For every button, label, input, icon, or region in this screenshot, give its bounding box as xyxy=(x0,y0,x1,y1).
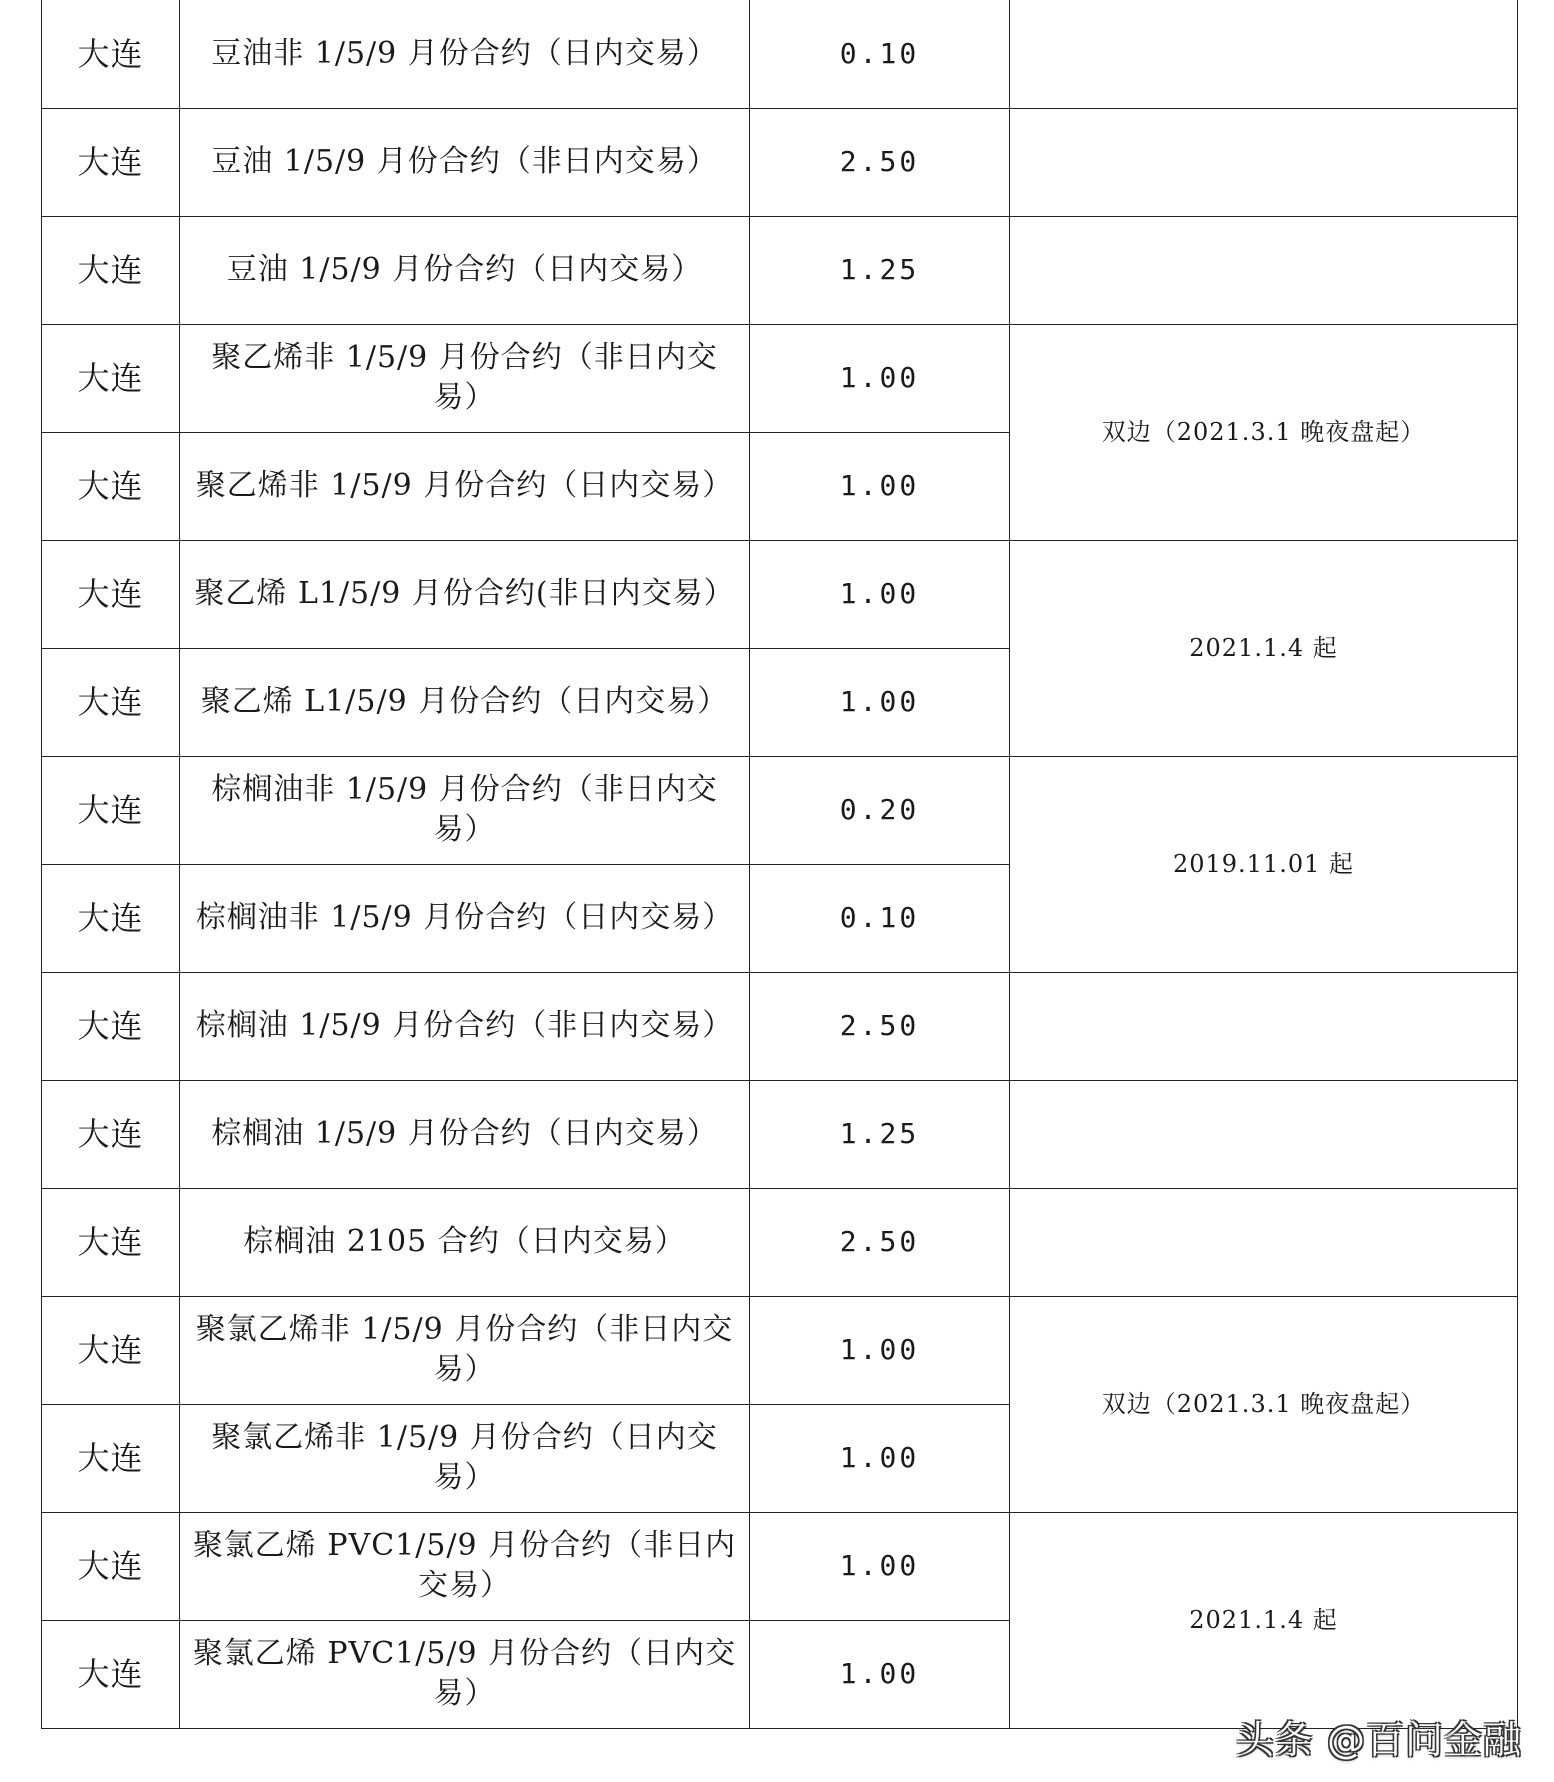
note-cell: 双边（2021.3.1 晚夜盘起） xyxy=(1010,324,1518,540)
contract-cell: 棕榈油非 1/5/9 月份合约（非日内交易） xyxy=(180,756,750,864)
table-row xyxy=(42,1080,1518,1188)
fee-table xyxy=(41,0,1518,1729)
fee-cell: 0.10 xyxy=(750,0,1010,108)
table-row xyxy=(42,1296,1518,1404)
note-cell xyxy=(1010,108,1518,216)
fee-cell: 1.25 xyxy=(750,1080,1010,1188)
table-row xyxy=(42,0,1518,108)
fee-cell: 1.00 xyxy=(750,1512,1010,1620)
exchange-cell: 大连 xyxy=(42,540,180,648)
contract-cell: 聚乙烯非 1/5/9 月份合约（非日内交易） xyxy=(180,324,750,432)
contract-cell: 豆油 1/5/9 月份合约（非日内交易） xyxy=(180,108,750,216)
note-cell: 2019.11.01 起 xyxy=(1010,756,1518,972)
note-cell: 2021.1.4 起 xyxy=(1010,540,1518,756)
exchange-cell: 大连 xyxy=(42,1404,180,1512)
exchange-cell: 大连 xyxy=(42,324,180,432)
table-row xyxy=(42,108,1518,216)
contract-cell: 棕榈油非 1/5/9 月份合约（日内交易） xyxy=(180,864,750,972)
note-cell: 双边（2021.3.1 晚夜盘起） xyxy=(1010,1296,1518,1512)
fee-cell: 0.20 xyxy=(750,756,1010,864)
exchange-cell: 大连 xyxy=(42,1080,180,1188)
exchange-cell: 大连 xyxy=(42,432,180,540)
contract-cell: 棕榈油 1/5/9 月份合约（日内交易） xyxy=(180,1080,750,1188)
table-row xyxy=(42,216,1518,324)
table-row xyxy=(42,1188,1518,1296)
note-cell xyxy=(1010,972,1518,1080)
fee-cell: 0.10 xyxy=(750,864,1010,972)
exchange-cell: 大连 xyxy=(42,216,180,324)
watermark: 头条 @百问金融 xyxy=(1235,1718,1522,1762)
contract-cell: 棕榈油 2105 合约（日内交易） xyxy=(180,1188,750,1296)
fee-cell: 2.50 xyxy=(750,972,1010,1080)
exchange-cell: 大连 xyxy=(42,108,180,216)
contract-cell: 豆油非 1/5/9 月份合约（日内交易） xyxy=(180,0,750,108)
note-cell: 2021.1.4 起 xyxy=(1010,1512,1518,1728)
contract-cell: 棕榈油 1/5/9 月份合约（非日内交易） xyxy=(180,972,750,1080)
contract-cell: 聚乙烯 L1/5/9 月份合约(非日内交易） xyxy=(180,540,750,648)
fee-cell: 1.00 xyxy=(750,540,1010,648)
contract-cell: 豆油 1/5/9 月份合约（日内交易） xyxy=(180,216,750,324)
fee-cell: 2.50 xyxy=(750,108,1010,216)
fee-cell: 1.00 xyxy=(750,324,1010,432)
contract-cell: 聚氯乙烯非 1/5/9 月份合约（非日内交易） xyxy=(180,1296,750,1404)
fee-cell: 1.00 xyxy=(750,1620,1010,1728)
fee-cell: 1.00 xyxy=(750,1404,1010,1512)
fee-cell: 2.50 xyxy=(750,1188,1010,1296)
note-cell xyxy=(1010,1080,1518,1188)
table-row xyxy=(42,756,1518,864)
fee-cell: 1.25 xyxy=(750,216,1010,324)
exchange-cell: 大连 xyxy=(42,972,180,1080)
table-row xyxy=(42,324,1518,432)
contract-cell: 聚氯乙烯 PVC1/5/9 月份合约（日内交易） xyxy=(180,1620,750,1728)
fee-cell: 1.00 xyxy=(750,432,1010,540)
exchange-cell: 大连 xyxy=(42,1188,180,1296)
exchange-cell: 大连 xyxy=(42,756,180,864)
contract-cell: 聚氯乙烯 PVC1/5/9 月份合约（非日内交易） xyxy=(180,1512,750,1620)
exchange-cell: 大连 xyxy=(42,0,180,108)
exchange-cell: 大连 xyxy=(42,1296,180,1404)
exchange-cell: 大连 xyxy=(42,648,180,756)
fee-cell: 1.00 xyxy=(750,1296,1010,1404)
table-row xyxy=(42,972,1518,1080)
exchange-cell: 大连 xyxy=(42,1620,180,1728)
table-row xyxy=(42,1512,1518,1620)
exchange-cell: 大连 xyxy=(42,864,180,972)
note-cell xyxy=(1010,1188,1518,1296)
exchange-cell: 大连 xyxy=(42,1512,180,1620)
contract-cell: 聚氯乙烯非 1/5/9 月份合约（日内交易） xyxy=(180,1404,750,1512)
contract-cell: 聚乙烯 L1/5/9 月份合约（日内交易） xyxy=(180,648,750,756)
fee-table-body xyxy=(42,0,1518,1728)
table-row xyxy=(42,540,1518,648)
note-cell xyxy=(1010,0,1518,108)
contract-cell: 聚乙烯非 1/5/9 月份合约（日内交易） xyxy=(180,432,750,540)
note-cell xyxy=(1010,216,1518,324)
fee-cell: 1.00 xyxy=(750,648,1010,756)
